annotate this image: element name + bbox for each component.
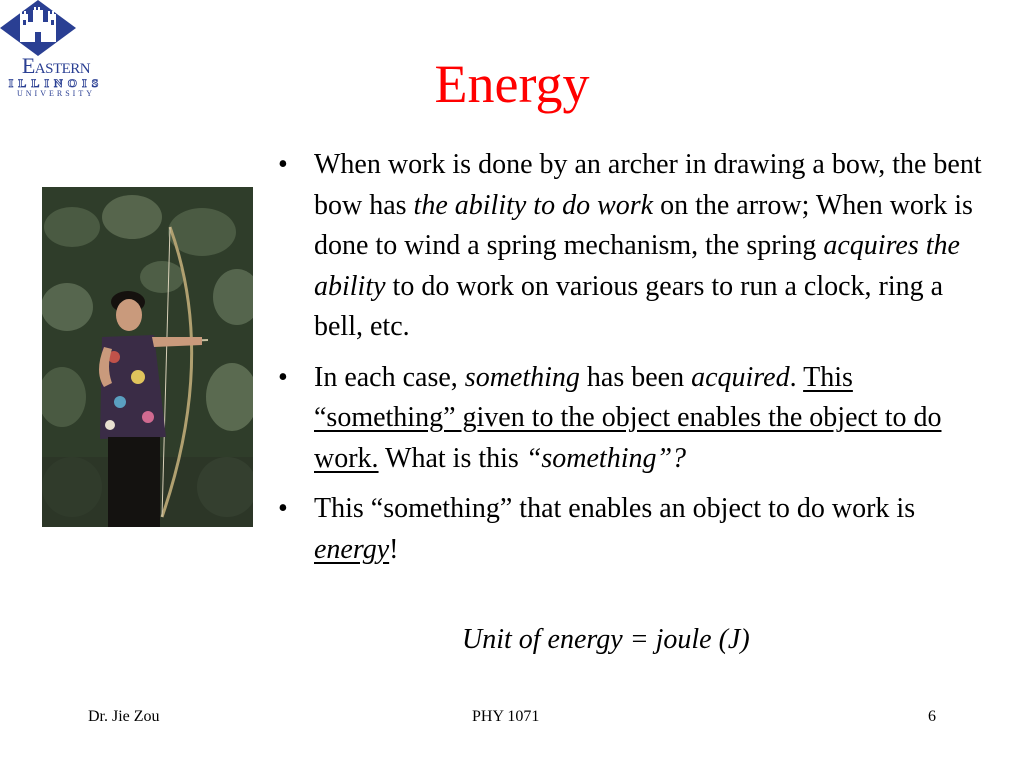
- bullet3-text-1: This “something” that enables an object to do work is: [314, 493, 916, 524]
- castle-diamond-icon: [0, 0, 104, 60]
- bullet-item-archer-spring: [274, 145, 994, 348]
- bullet3-emphasis-energy: energy: [314, 533, 390, 565]
- bullet2-emphasis-question: “something”?: [525, 442, 687, 474]
- logo-line-illinois: ILLINOIS: [8, 76, 104, 90]
- bullet2-text-4: What is this: [378, 442, 526, 474]
- bullet2-text-3: .: [789, 361, 804, 393]
- bullet2-text-2: has been: [579, 361, 692, 393]
- bullet2-emphasis-acquired: acquired: [691, 361, 790, 393]
- bullet2-underlined-statement: This “something” given to the object enables the object to do work.: [314, 361, 942, 474]
- bullet1-emphasis-acquires: acquires the ability: [314, 230, 960, 302]
- unit-of-energy-line: Unit of energy = joule (J): [462, 624, 750, 655]
- bullet1-text-2: on the arrow; When work is done to wind a spring mechanism, the spring: [314, 189, 973, 261]
- bullet-list: [274, 145, 994, 580]
- bullet-item-energy: [274, 489, 994, 570]
- bullet2-emphasis-something: something: [464, 361, 580, 393]
- archer-photo: [42, 187, 253, 527]
- logo-line-university: UNIVERSITY: [17, 89, 95, 98]
- footer-author: Dr. Jie Zou: [88, 708, 160, 725]
- bullet1-text-1: When work is done by an archer in drawing a bow, the bent bow has: [314, 149, 982, 221]
- bullet1-text-3: to do work on various gears to run a clock, ring a bell, etc.: [314, 270, 944, 342]
- bullet1-emphasis-ability: the ability to do work: [413, 189, 654, 221]
- footer-course: PHY 1071: [472, 708, 540, 725]
- logo-line-eastern: Eastern: [21, 53, 91, 78]
- bullet2-text-1: In each case,: [314, 361, 465, 393]
- footer-page-number: 6: [928, 708, 936, 725]
- bullet3-text-2: !: [389, 533, 399, 565]
- bullet-item-something: [274, 358, 994, 480]
- slide-title: Energy: [434, 54, 590, 114]
